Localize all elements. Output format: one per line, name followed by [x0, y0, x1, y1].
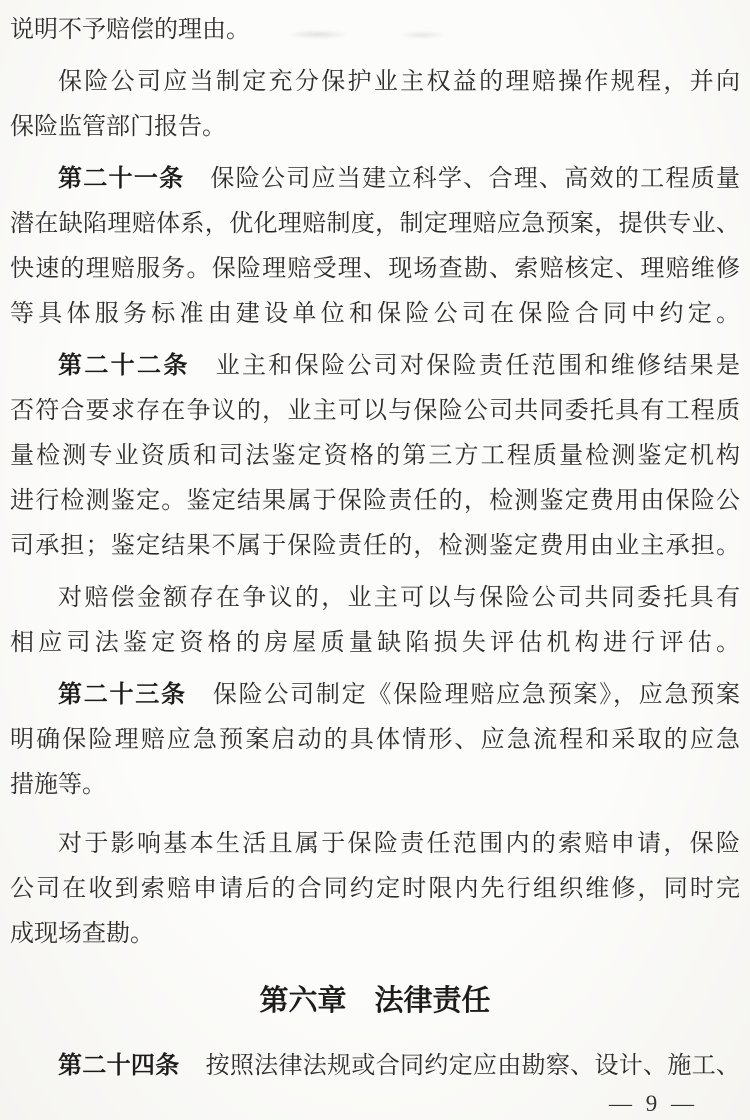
line-text: 按照法律法规或合同约定应由勘察、设计、施工、	[205, 1053, 740, 1079]
line-text: 量检测专业资质和司法鉴定资格的第三方工程质量检测鉴定机构	[10, 443, 740, 469]
line-text: 否符合要求存在争议的，业主可以与保险公司共同委托具有工程质	[10, 398, 740, 424]
text-line	[10, 202, 740, 247]
text-line	[10, 344, 740, 389]
text-line	[10, 8, 740, 53]
text-line	[10, 867, 740, 912]
text-line	[10, 718, 740, 763]
line-text: 等具体服务标准由建设单位和保险公司在保险合同中约定。	[10, 301, 740, 327]
text-line	[10, 621, 740, 666]
line-text: 明确保险理赔应急预案启动的具体情形、应急流程和采取的应急	[10, 727, 740, 753]
line-text: 措施等。	[10, 772, 106, 798]
text-line	[10, 105, 740, 150]
text-line	[10, 673, 740, 718]
article-number: 第二十三条	[58, 682, 187, 708]
text-line	[10, 822, 740, 867]
line-text: 业主和保险公司对保险责任范围和维修结果是	[215, 353, 740, 379]
text-line	[10, 1044, 740, 1089]
text-line	[10, 292, 740, 337]
chapter-number: 第六章	[259, 985, 347, 1017]
line-text: 相应司法鉴定资格的房屋质量缺陷损失评估机构进行评估。	[10, 630, 740, 656]
page-number	[10, 1091, 740, 1117]
text-line	[10, 247, 740, 292]
line-text: 说明不予赔偿的理由。	[10, 17, 250, 43]
chapter-heading	[10, 979, 740, 1024]
line-text: 对于影响基本生活且属于保险责任范围内的索赔申请，保险	[58, 831, 740, 857]
article-number: 第二十四条	[58, 1053, 180, 1079]
line-text: 保险公司应当建立科学、合理、高效的工程质量	[210, 166, 740, 192]
article-number: 第二十一条	[58, 166, 185, 192]
line-text: 进行检测鉴定。鉴定结果属于保险责任的，检测鉴定费用由保险公	[10, 488, 740, 514]
line-text: 成现场查勘。	[10, 921, 154, 947]
chapter-title: 法律责任	[374, 985, 491, 1017]
line-text: 快速的理赔服务。保险理赔受理、现场查勘、索赔核定、理赔维修	[10, 256, 740, 282]
text-line	[10, 763, 740, 808]
text-line	[10, 434, 740, 479]
text-line	[10, 60, 740, 105]
text-line	[10, 389, 740, 434]
text-line	[10, 479, 740, 524]
line-text: 公司在收到索赔申请后的合同约定时限内先行组织维修，同时完	[10, 876, 740, 902]
line-text: 对赔偿金额存在争议的，业主可以与保险公司共同委托具有	[58, 585, 740, 611]
text-line	[10, 524, 740, 569]
line-text: 司承担；鉴定结果不属于保险责任的，检测鉴定费用由业主承担。	[10, 533, 740, 559]
line-text: 保险公司制定《保险理赔应急预案》，应急预案	[212, 682, 740, 708]
article-number: 第二十二条	[58, 353, 190, 379]
line-text: 保险公司应当制定充分保护业主权益的理赔操作规程，并向	[58, 69, 740, 95]
text-line	[10, 157, 740, 202]
page-number-text: — 9 —	[609, 1091, 694, 1116]
text-line	[10, 912, 740, 957]
line-text: 保险监管部门报告。	[10, 114, 226, 140]
line-text: 潜在缺陷理赔体系，优化理赔制度，制定理赔应急预案，提供专业、	[10, 211, 740, 237]
text-line	[10, 576, 740, 621]
